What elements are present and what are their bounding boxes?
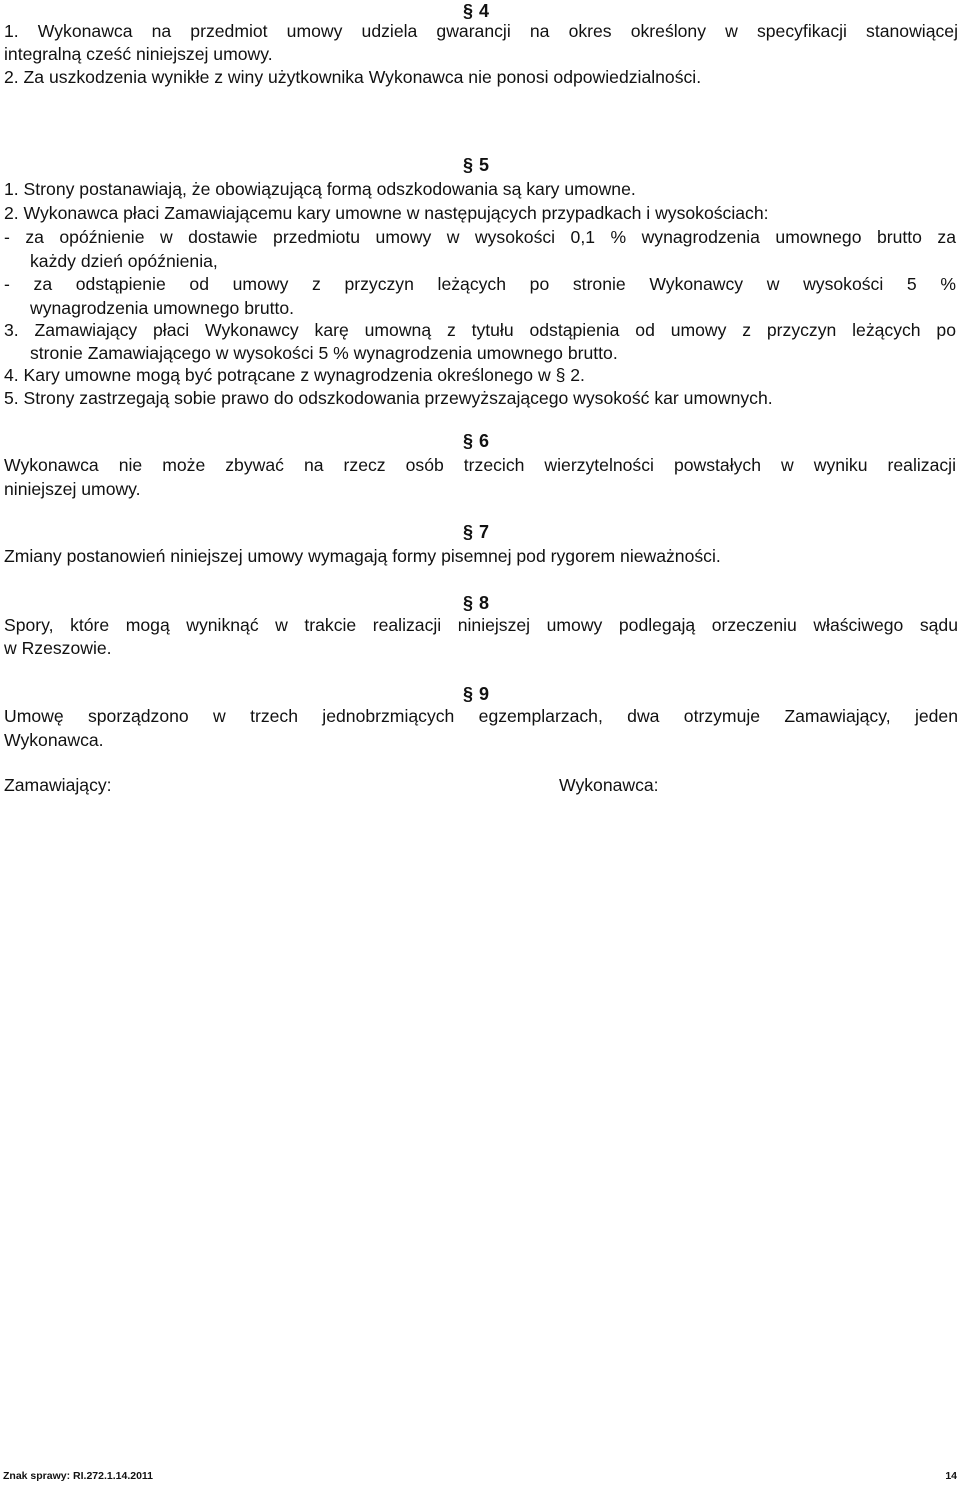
- section-5-line-6: wynagrodzenia umownego brutto.: [30, 298, 295, 318]
- section-5-heading: [463, 154, 489, 177]
- section-9-line-2: Wykonawca.: [4, 730, 104, 750]
- section-8-heading: [463, 592, 489, 615]
- footer-page-number: 14: [945, 1470, 957, 1482]
- signature-contractor-label: Wykonawca:: [559, 775, 659, 795]
- section-symbol: §: [463, 1, 474, 21]
- footer-case-reference: Znak sprawy: RI.272.1.14.2011: [3, 1470, 154, 1482]
- section-number: 7: [479, 522, 490, 542]
- section-8-line-1: Spory, które mogą wyniknąć w trakcie realizacji niniejszej umowy podlegają orzeczeniu właściwego sądu: [4, 615, 958, 635]
- section-9-heading: [463, 683, 489, 706]
- section-number: 5: [479, 155, 490, 175]
- section-6-heading: [463, 430, 489, 453]
- signature-orderer-label: Zamawiający:: [4, 775, 112, 795]
- section-9-line-1: Umowę sporządzono w trzech jednobrzmiących egzemplarzach, dwa otrzymuje Zamawiający, jeden: [4, 706, 958, 726]
- section-5-line-1: 1. Strony postanawiają, że obowiązującą formą odszkodowania są kary umowne.: [4, 179, 636, 199]
- section-symbol: §: [463, 155, 474, 175]
- section-4-line-2: integralną cześć niniejszej umowy.: [4, 44, 273, 64]
- section-7-heading: [463, 521, 489, 544]
- section-8-line-2: w Rzeszowie.: [4, 638, 112, 658]
- section-5-line-9: 4. Kary umowne mogą być potrącane z wynagrodzenia określonego w § 2.: [4, 365, 585, 385]
- section-4-line-1: 1. Wykonawca na przedmiot umowy udziela gwarancji na okres określony w specyfikacji stanowiącej: [4, 21, 958, 41]
- section-5-line-8: stronie Zamawiającego w wysokości 5 % wynagrodzenia umownego brutto.: [30, 343, 618, 363]
- section-5-line-3: - za opóźnienie w dostawie przedmiotu umowy w wysokości 0,1 % wynagrodzenia umownego brutto za: [4, 227, 956, 247]
- section-5-line-4: każdy dzień opóźnienia,: [30, 251, 218, 271]
- section-symbol: §: [463, 431, 474, 451]
- section-5-line-2: 2. Wykonawca płaci Zamawiającemu kary umowne w następujących przypadkach i wysokościach:: [4, 203, 769, 223]
- section-number: 6: [479, 431, 490, 451]
- section-6-line-1: Wykonawca nie może zbywać na rzecz osób trzecich wierzytelności powstałych w wyniku realizacji: [4, 455, 956, 475]
- section-symbol: §: [463, 522, 474, 542]
- section-symbol: §: [463, 684, 474, 704]
- section-6-line-2: niniejszej umowy.: [4, 479, 141, 499]
- section-5-line-5: - za odstąpienie od umowy z przyczyn leżących po stronie Wykonawcy w wysokości 5 %: [4, 274, 956, 294]
- section-4-line-3: 2. Za uszkodzenia wynikłe z winy użytkownika Wykonawca nie ponosi odpowiedzialności.: [4, 67, 702, 87]
- section-5-line-10: 5. Strony zastrzegają sobie prawo do odszkodowania przewyższającego wysokość kar umownych.: [4, 388, 773, 408]
- section-number: 4: [479, 1, 490, 21]
- section-7-line-1: Zmiany postanowień niniejszej umowy wymagają formy pisemnej pod rygorem nieważności.: [4, 546, 721, 566]
- section-number: 8: [479, 593, 490, 613]
- section-5-line-7: 3. Zamawiający płaci Wykonawcy karę umowną z tytułu odstąpienia od umowy z przyczyn leżących po: [4, 320, 956, 340]
- section-symbol: §: [463, 593, 474, 613]
- section-number: 9: [479, 684, 490, 704]
